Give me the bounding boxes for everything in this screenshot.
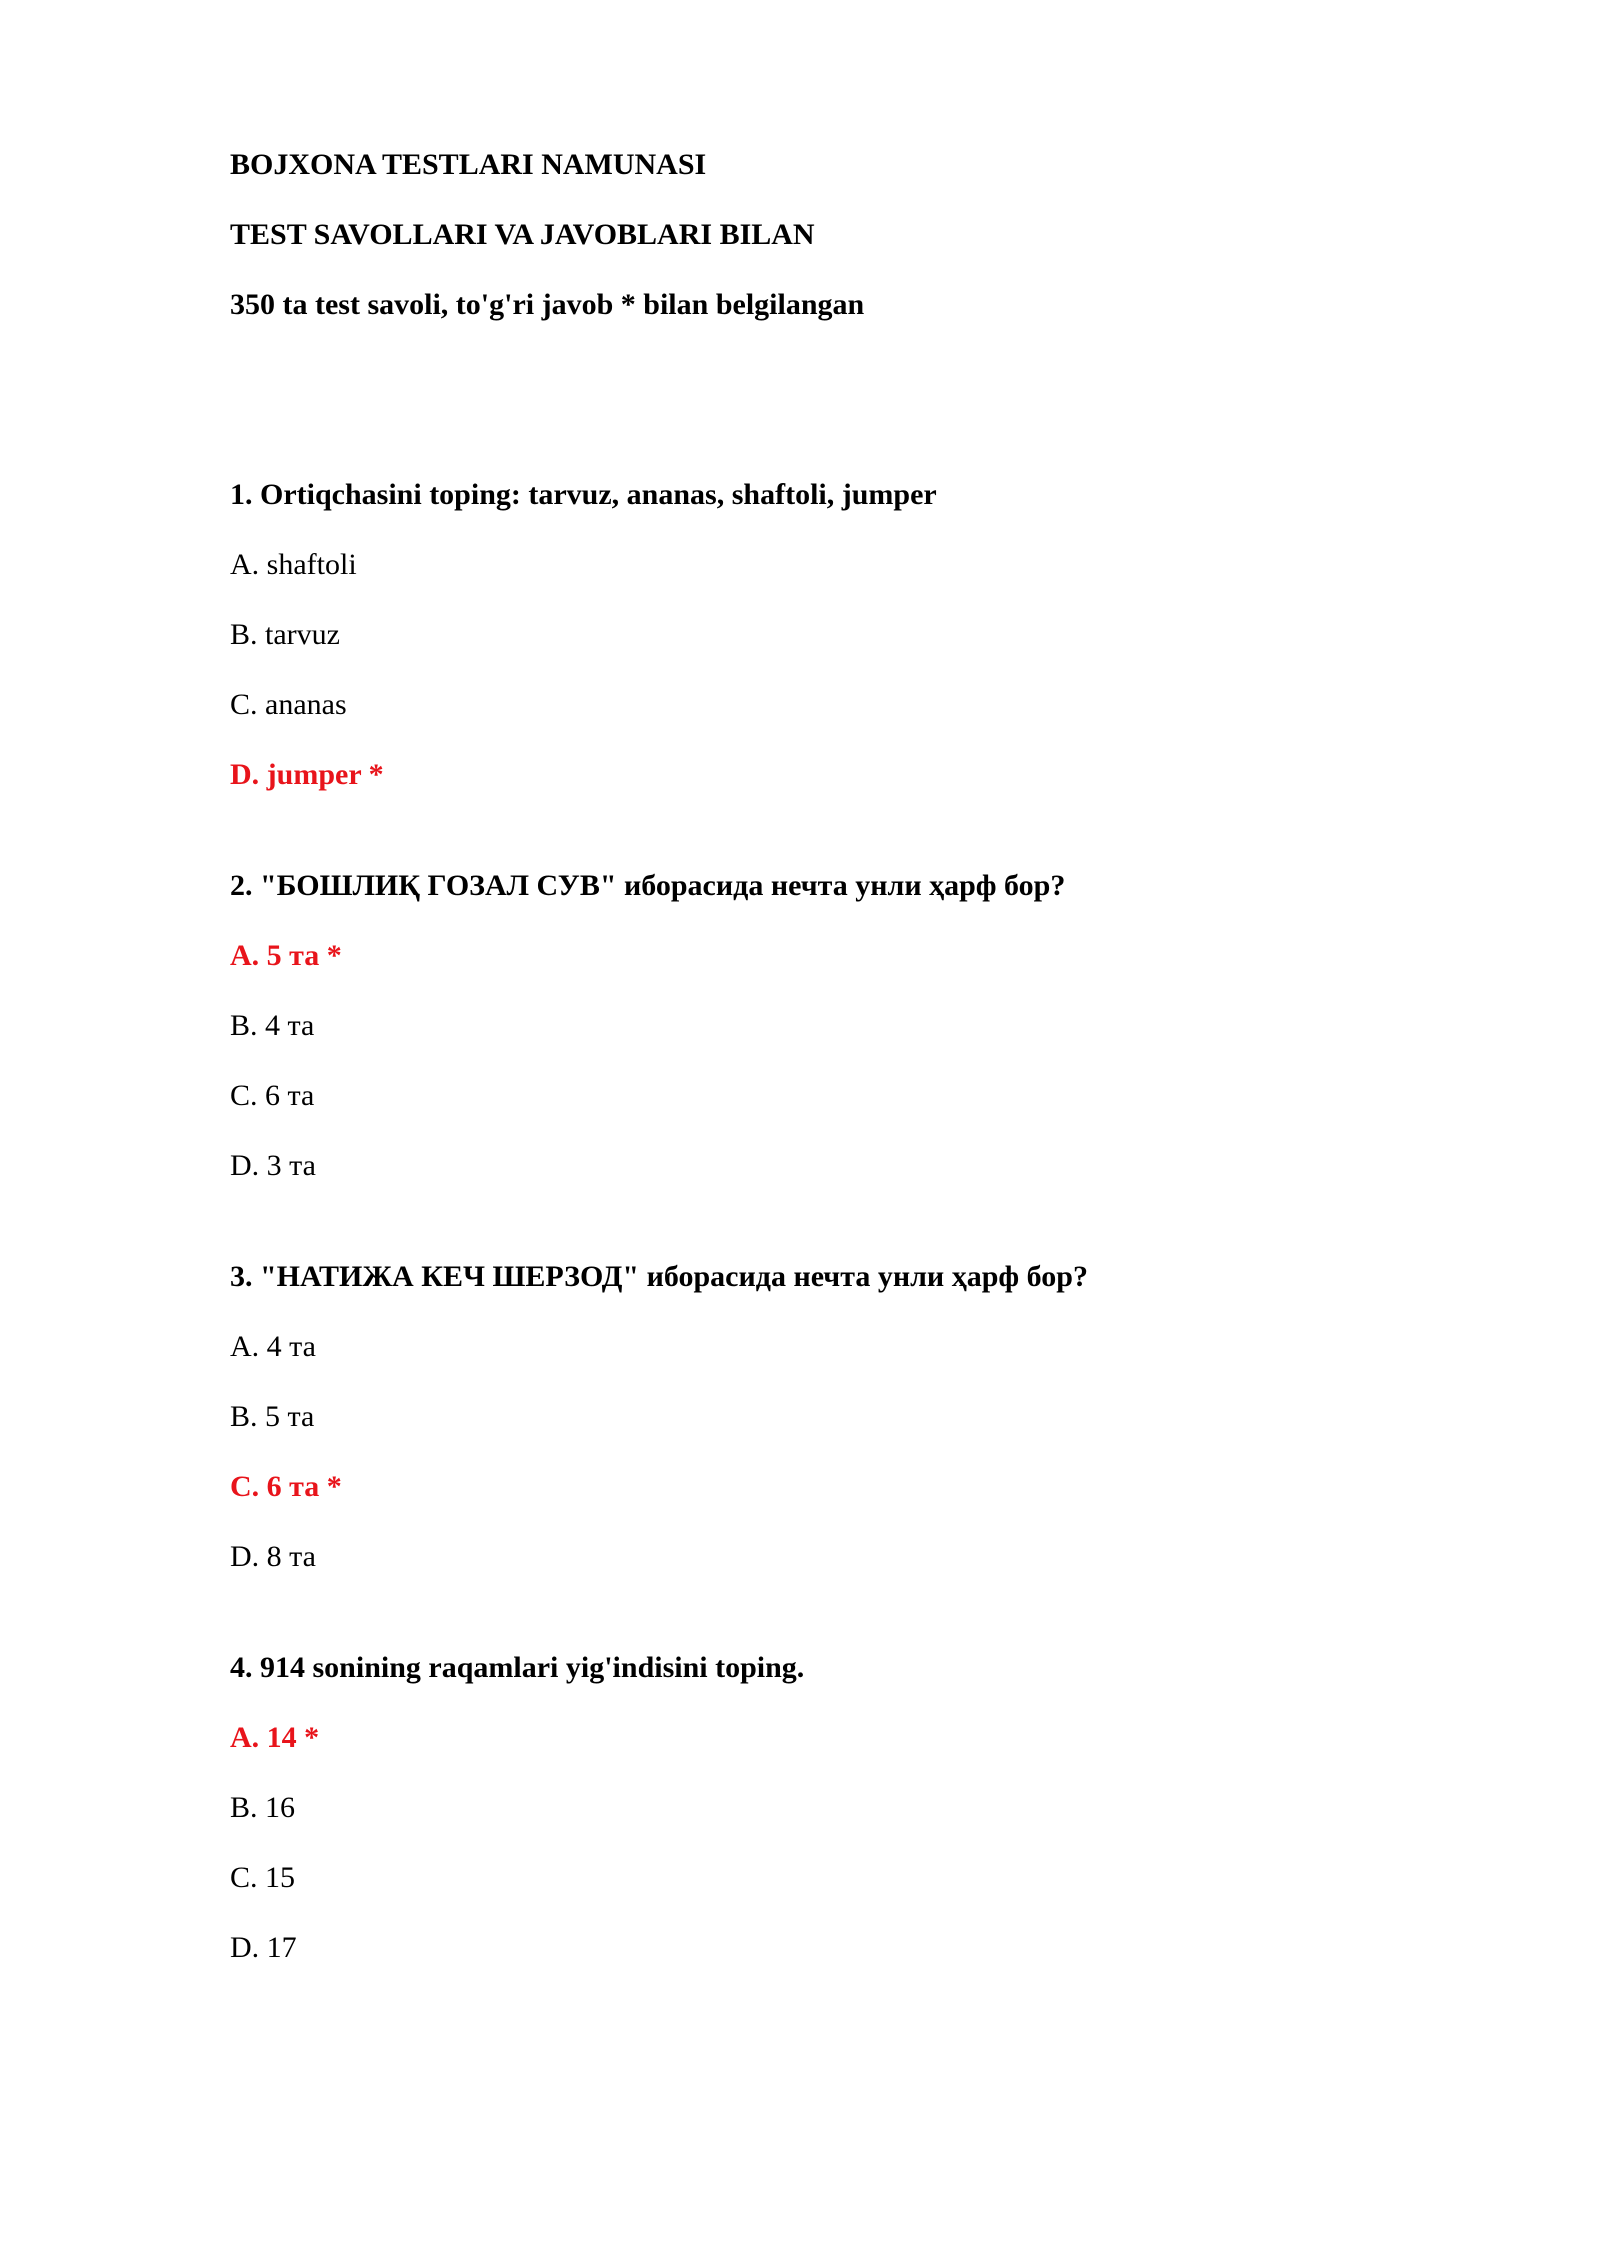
question-text: 2. "БОШЛИҚ ГОЗАЛ СУВ" иборасида нечта унли ҳарф бор? xyxy=(230,869,1066,902)
question-text: 1. Ortiqchasini toping: tarvuz, ananas, shaftoli, jumper xyxy=(230,478,937,511)
answer-option-c: C. ananas xyxy=(230,688,347,721)
answer-option-b: B. 16 xyxy=(230,1791,296,1824)
answer-option-c: C. 15 xyxy=(230,1861,296,1894)
answer-option-d: D. 8 та xyxy=(230,1540,316,1573)
question-text: 3. "НАТИЖА КЕЧ ШЕРЗОД" иборасида нечта унли ҳарф бор? xyxy=(230,1260,1088,1293)
question-4 xyxy=(230,1648,1430,1968)
answer-option-c: C. 6 та * xyxy=(230,1470,342,1503)
answer-option-a: A. 14 * xyxy=(230,1721,320,1754)
document-title: BOJXONA TESTLARI NAMUNASI xyxy=(230,148,707,181)
answer-option-a: A. shaftoli xyxy=(230,548,357,581)
answer-option-d: D. 17 xyxy=(230,1931,297,1964)
answer-option-d: D. 3 та xyxy=(230,1149,316,1182)
answer-option-b: B. 5 та xyxy=(230,1400,315,1433)
question-3 xyxy=(230,1257,1430,1577)
answer-option-c: C. 6 та xyxy=(230,1079,315,1112)
document-content xyxy=(230,145,1430,2039)
document-header xyxy=(230,145,1430,325)
answer-option-a: A. 5 та * xyxy=(230,939,342,972)
answer-option-b: B. 4 та xyxy=(230,1009,315,1042)
document-subtitle: TEST SAVOLLARI VA JAVOBLARI BILAN xyxy=(230,218,815,251)
answer-option-b: B. tarvuz xyxy=(230,618,340,651)
answer-option-a: A. 4 та xyxy=(230,1330,316,1363)
document-note: 350 ta test savoli, to'g'ri javob * bilan belgilangan xyxy=(230,288,865,321)
question-1 xyxy=(230,475,1430,795)
question-2 xyxy=(230,866,1430,1186)
answer-option-d: D. jumper * xyxy=(230,758,384,791)
question-text: 4. 914 sonining raqamlari yig'indisini toping. xyxy=(230,1651,805,1684)
